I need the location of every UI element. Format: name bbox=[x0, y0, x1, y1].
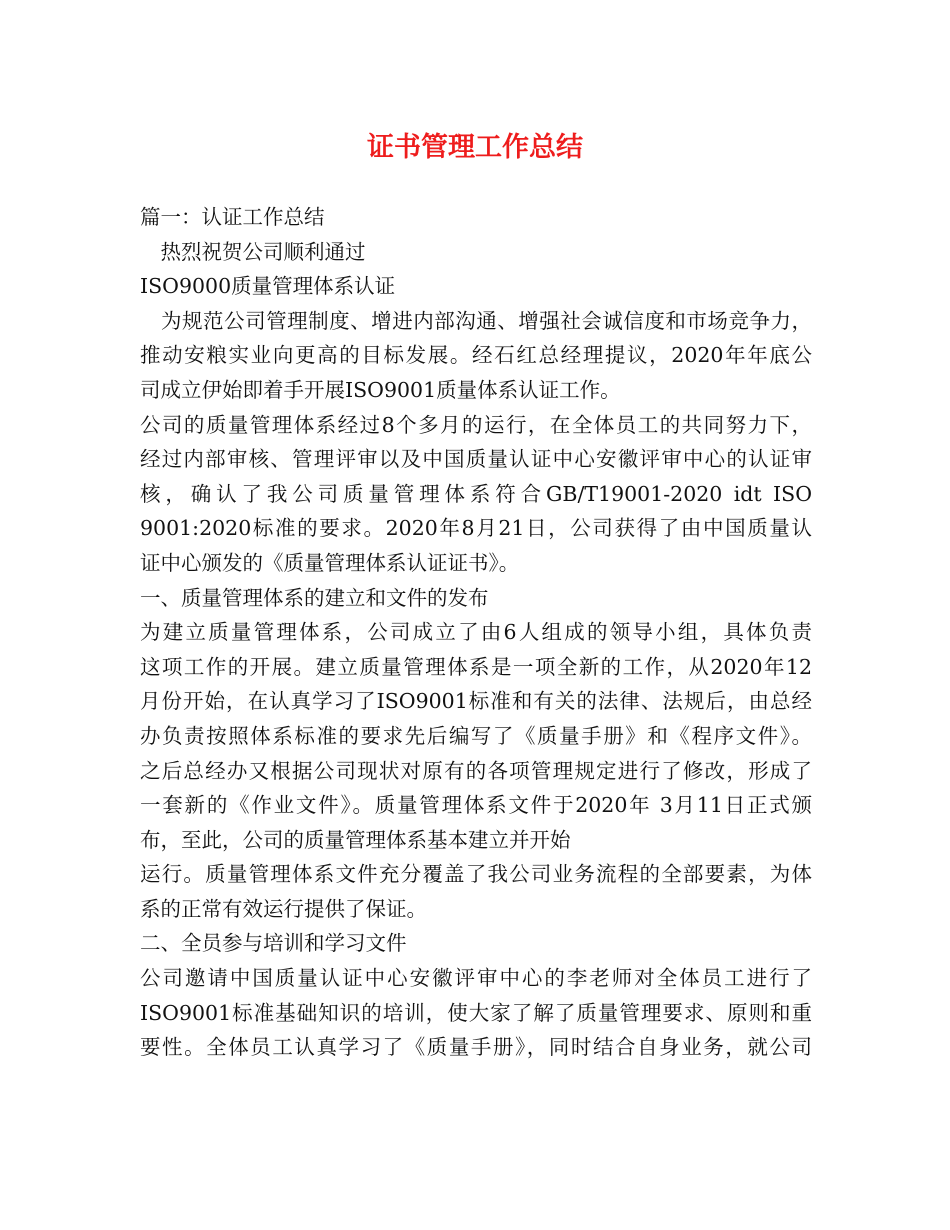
body-line: 证中心颁发的《质量管理体系认证证书》。 bbox=[140, 550, 520, 575]
body-line: 为建立质量管理体系，公司成立了由6人组成的领导小组，具体负责 bbox=[140, 620, 812, 645]
body-line: 月份开始，在认真学习了ISO9001标准和有关的法律、法规后，由总经 bbox=[140, 689, 812, 714]
body-line: 9001:2020标准的要求。2020年8月21日，公司获得了由中国质量认 bbox=[140, 516, 812, 541]
document-body bbox=[140, 200, 812, 1065]
body-line: 系的正常有效运行提供了保证。 bbox=[140, 896, 427, 921]
document-title: 证书管理工作总结 bbox=[367, 132, 583, 163]
body-line: 经过内部审核、管理评审以及中国质量认证中心安徽评审中心的认证审 bbox=[140, 447, 812, 472]
body-line: 篇一：认证工作总结 bbox=[140, 205, 325, 229]
body-line: 布，至此，公司的质量管理体系基本建立并开始 bbox=[140, 827, 571, 852]
body-line: 为规范公司管理制度、增进内部沟通、增强社会诚信度和市场竞争力， bbox=[140, 308, 812, 333]
body-line: ISO9000质量管理体系认证 bbox=[140, 274, 396, 299]
body-line: 一套新的《作业文件》。质量管理体系文件于2020年 3月11日正式颁 bbox=[140, 793, 812, 818]
section-heading: 二、全员参与培训和学习文件 bbox=[140, 931, 407, 956]
section-heading: 一、质量管理体系的建立和文件的发布 bbox=[140, 585, 489, 610]
body-line: 办负责按照体系标准的要求先后编写了《质量手册》和《程序文件》。 bbox=[140, 723, 812, 748]
body-line: 司成立伊始即着手开展ISO9001质量体系认证工作。 bbox=[140, 377, 621, 402]
body-line: 公司的质量管理体系经过8个多月的运行，在全体员工的共同努力下， bbox=[140, 412, 812, 437]
body-line: 公司邀请中国质量认证中心安徽评审中心的李老师对全体员工进行了 bbox=[140, 966, 812, 991]
body-line: 之后总经办又根据公司现状对原有的各项管理规定进行了修改，形成了 bbox=[140, 758, 812, 783]
body-line: 这项工作的开展。建立质量管理体系是一项全新的工作，从2020年12 bbox=[140, 654, 812, 679]
body-line: 要性。全体员工认真学习了《质量手册》，同时结合自身业务，就公司 bbox=[140, 1035, 812, 1060]
body-line: 核，确认了我公司质量管理体系符合GB/T19001-2020 idt ISO bbox=[140, 481, 812, 506]
body-line: 运行。质量管理体系文件充分覆盖了我公司业务流程的全部要素，为体 bbox=[140, 862, 812, 887]
body-line: 热烈祝贺公司顺利通过 bbox=[140, 239, 366, 264]
body-line: 推动安粮实业向更高的目标发展。经石红总经理提议，2020年年底公 bbox=[140, 343, 812, 368]
body-line: ISO9001标准基础知识的培训，使大家了解了质量管理要求、原则和重 bbox=[140, 1000, 812, 1025]
